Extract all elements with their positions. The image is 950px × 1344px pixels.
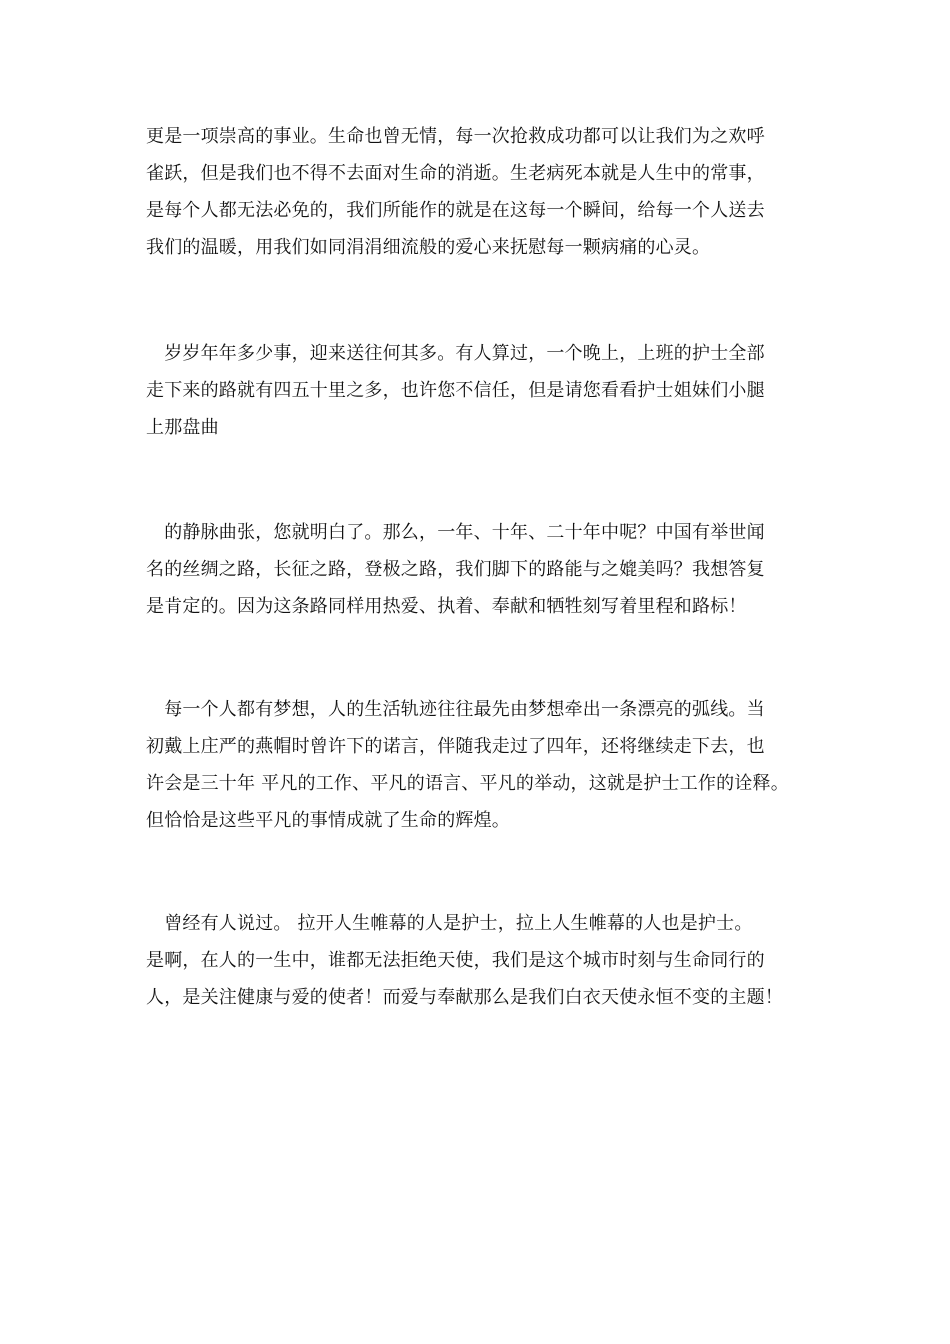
paragraph-5 <box>146 905 826 1016</box>
paragraph-line: 我们的温暖，用我们如同涓涓细流般的爱心来抚慰每一颗病痛的心灵。 <box>146 237 711 258</box>
paragraph-line: 初戴上庄严的燕帽时曾许下的诺言，伴随我走过了四年，还将继续走下去，也 <box>146 736 765 757</box>
paragraph-line: 更是一项崇高的事业。生命也曾无情，每一次抢救成功都可以让我们为之欢呼 <box>146 126 765 147</box>
paragraph-line: 岁岁年年多少事，迎来送往何其多。有人算过，一个晚上，上班的护士全部 <box>146 343 765 364</box>
paragraph-line: 走下来的路就有四五十里之多，也许您不信任，但是请您看看护士姐妹们小腿 <box>146 380 765 401</box>
paragraph-line: 名的丝绸之路，长征之路，登极之路，我们脚下的路能与之媲美吗？我想答复 <box>146 559 765 580</box>
paragraph-line: 的静脉曲张，您就明白了。那么，一年、十年、二十年中呢？中国有举世闻 <box>146 522 765 543</box>
paragraph-2 <box>146 335 826 446</box>
paragraph-line: 雀跃，但是我们也不得不去面对生命的消逝。生老病死本就是人生中的常事， <box>146 163 765 184</box>
paragraph-line: 许会是三十年 平凡的工作、平凡的语言、平凡的举动，这就是护士工作的诠释。 <box>146 773 789 794</box>
paragraph-1 <box>146 118 826 266</box>
paragraph-4 <box>146 691 826 839</box>
paragraph-line: 人，是关注健康与爱的使者！而爱与奉献那么是我们白衣天使永恒不变的主题！ <box>146 987 783 1008</box>
paragraph-line: 上那盘曲 <box>146 417 219 438</box>
paragraph-line: 每一个人都有梦想，人的生活轨迹往往最先由梦想牵出一条漂亮的弧线。当 <box>146 699 765 720</box>
paragraph-line: 但恰恰是这些平凡的事情成就了生命的辉煌。 <box>146 810 510 831</box>
paragraph-line: 曾经有人说过。 拉开人生帷幕的人是护士，拉上人生帷幕的人也是护士。 <box>146 913 753 934</box>
paragraph-line: 是每个人都无法必免的，我们所能作的就是在这每一个瞬间，给每一个人送去 <box>146 200 765 221</box>
paragraph-line: 是肯定的。因为这条路同样用热爱、执着、奉献和牺牲刻写着里程和路标！ <box>146 596 747 617</box>
paragraph-line: 是啊，在人的一生中，谁都无法拒绝天使，我们是这个城市时刻与生命同行的 <box>146 950 765 971</box>
paragraph-3 <box>146 514 826 625</box>
